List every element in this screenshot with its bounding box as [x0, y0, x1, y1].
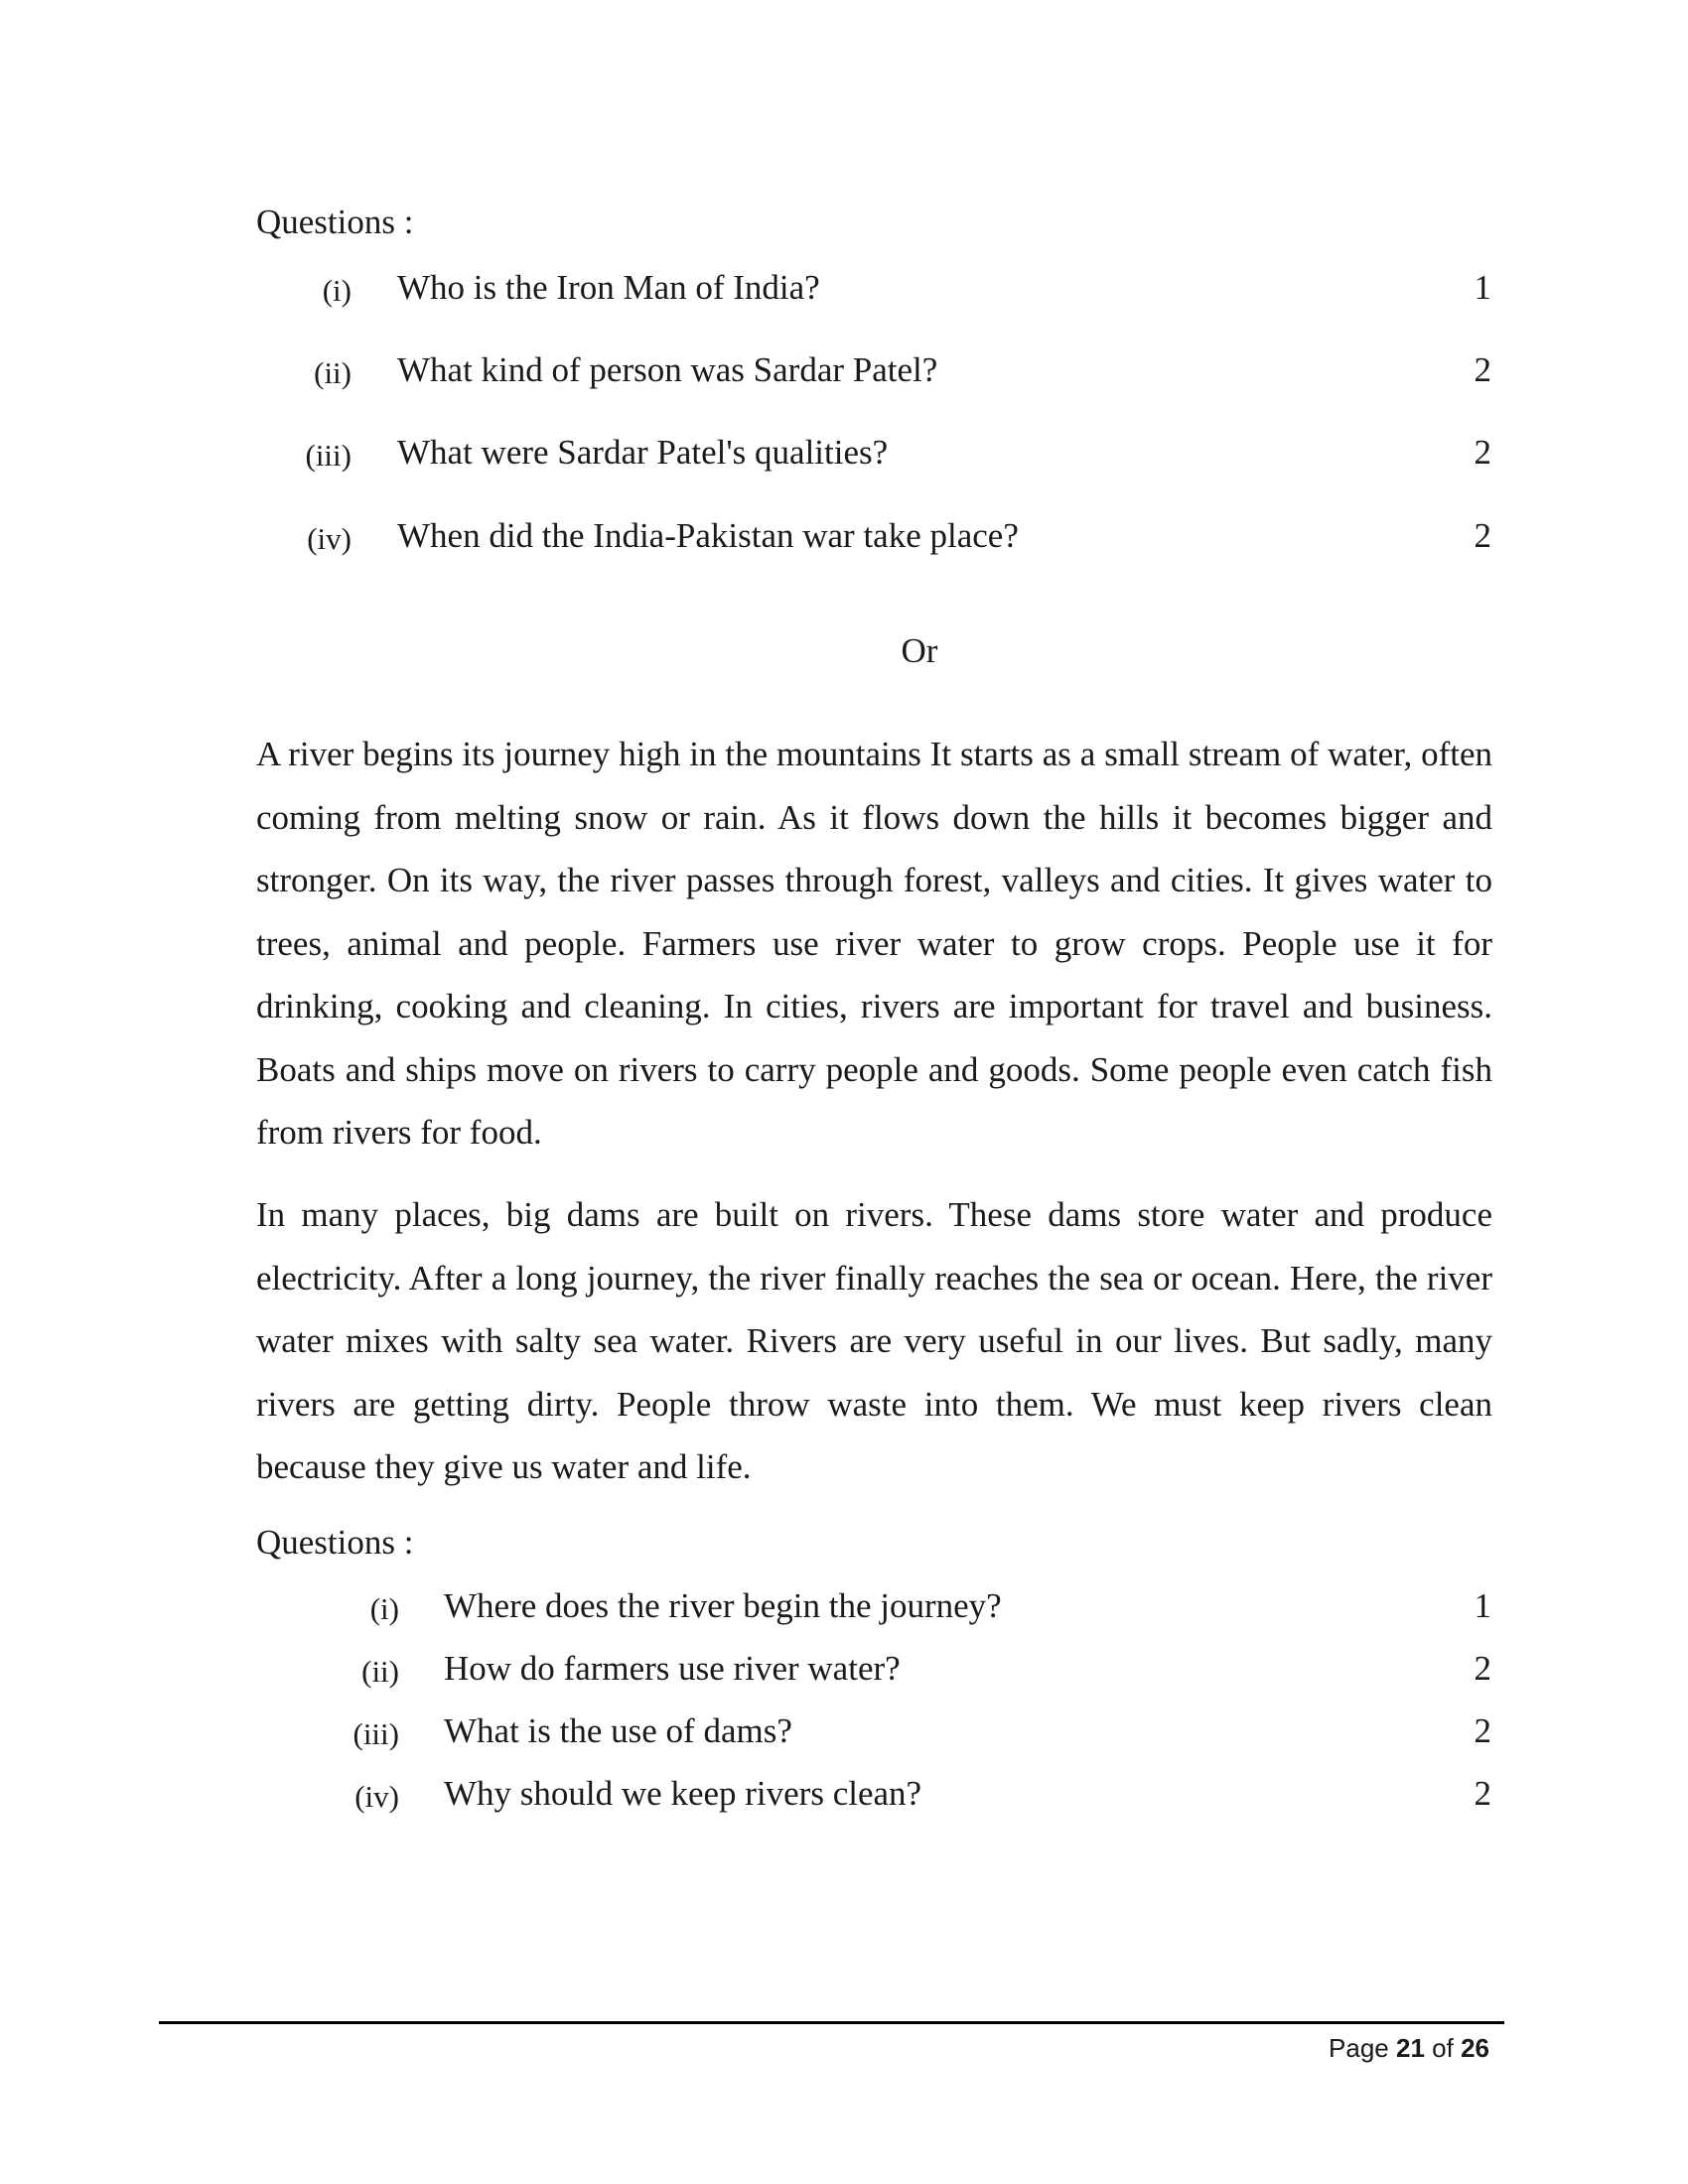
question-marks: 2: [1474, 350, 1491, 389]
question-marks: 2: [1474, 1711, 1491, 1750]
question-marks: 2: [1474, 433, 1491, 472]
of-word: of: [1432, 2033, 1454, 2063]
question-marks: 1: [1474, 1586, 1491, 1625]
question-number: (i): [369, 1591, 399, 1626]
question-marks: 2: [1474, 1774, 1491, 1813]
passage-paragraph-2: In many places, big dams are built on rivers. These dams store water and produce electricity. After a long journey, the river finally reaches the sea or ocean. Here, the river water mixes with salty sea water. Rivers are very useful in our lives. But sadly, many rivers are getting dirty. People throw waste into them. We must keep rivers clean because they give us water and life.: [256, 1195, 1492, 1486]
question-number: (iv): [354, 1779, 399, 1814]
question-number: (iv): [307, 521, 352, 556]
question-number: (ii): [314, 355, 352, 390]
question-text: Who is the Iron Man of India?: [397, 268, 820, 307]
question-marks: 2: [1474, 1649, 1491, 1688]
question-text: What kind of person was Sardar Patel?: [397, 350, 938, 389]
question-number: (iii): [305, 438, 352, 473]
question-number: (i): [322, 273, 352, 308]
question-text: Why should we keep rivers clean?: [444, 1774, 922, 1813]
question-marks: 1: [1474, 268, 1491, 307]
question-text: Where does the river begin the journey?: [444, 1586, 1002, 1625]
passage-paragraph-1: A river begins its journey high in the mountains It starts as a small stream of water, often coming from melting snow or rain. As it flows down the hills it becomes bigger and stronger. On its way, the river passes through forest, valleys and cities. It gives water to trees, animal and people. Farmers use river water to grow crops. People use it for drinking, cooking and cleaning. In cities, rivers are important for travel and business. Boats and ships move on rivers to carry people and goods. Some people even catch fish from rivers for food.: [256, 735, 1492, 1152]
page-number: [1329, 2030, 1489, 2066]
footer-divider: [159, 2021, 1504, 2024]
question-text: What were Sardar Patel's qualities?: [397, 433, 889, 472]
or-separator: Or: [901, 631, 938, 670]
question-number: (ii): [361, 1654, 399, 1689]
question-number: (iii): [352, 1716, 399, 1751]
questions-heading-1: Questions :: [256, 203, 414, 241]
current-page: 21: [1396, 2033, 1425, 2063]
question-marks: 2: [1474, 516, 1491, 555]
total-pages: 26: [1461, 2033, 1489, 2063]
question-text: When did the India-Pakistan war take place?: [397, 516, 1019, 555]
question-text: How do farmers use river water?: [444, 1649, 901, 1688]
question-text: What is the use of dams?: [444, 1711, 792, 1750]
questions-heading-2: Questions :: [256, 1523, 414, 1562]
page-word: Page: [1329, 2033, 1389, 2063]
